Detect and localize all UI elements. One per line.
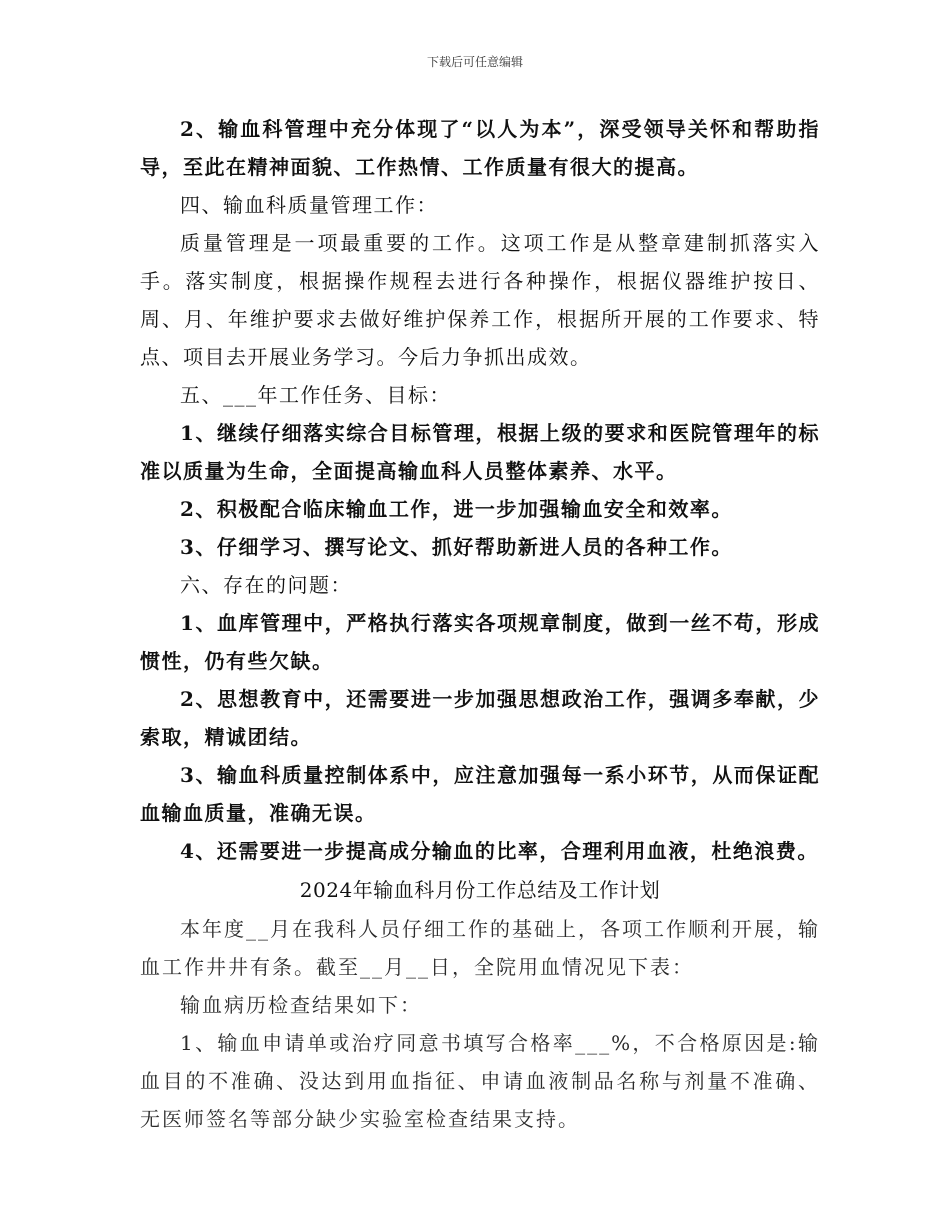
paragraph: 2、输血科管理中充分体现了“以人为本”，深受领导关怀和帮助指导，至此在精神面貌、工作热情、工作质量有很大的提高。: [140, 117, 820, 179]
paragraph: 输血病历检查结果如下：: [180, 993, 422, 1017]
paragraph: 质量管理是一项最重要的工作。这项工作是从整章建制抓落实入手。落实制度，根据操作规程去进行各种操作，根据仪器维护按日、周、月、年维护要求去做好维护保养工作，根据所开展的工作要求、特点、项目去开展业务学习。今后力争抓出成效。: [140, 231, 820, 369]
paragraph: 3、仔细学习、撰写论文、抓好帮助新进人员的各种工作。: [180, 535, 733, 559]
paragraph: 1、输血申请单或治疗同意书填写合格率___%，不合格原因是:输血目的不准确、没达到用血指征、申请血液制品名称与剂量不准确、无医师签名等部分缺少实验室检查结果支持。: [140, 1031, 820, 1131]
paragraph: 3、输血科质量控制体系中，应注意加强每一系小环节，从而保证配血输血质量，准确无误。: [140, 763, 820, 825]
paragraph: 4、还需要进一步提高成分输血的比率，合理利用血液，杜绝浪费。: [180, 839, 819, 863]
paragraph: 2、积极配合临床输血工作，进一步加强输血安全和效率。: [180, 497, 733, 521]
paragraph: 2、思想教育中，还需要进一步加强思想政治工作，强调多奉献，少索取，精诚团结。: [140, 687, 820, 749]
paragraph: 1、血库管理中，严格执行落实各项规章制度，做到一丝不苟，形成惯性，仍有些欠缺。: [140, 611, 820, 673]
paragraph: 1、继续仔细落实综合目标管理，根据上级的要求和医院管理年的标准以质量为生命，全面提高输血科人员整体素养、水平。: [140, 421, 820, 483]
section-heading: 五、___年工作任务、目标：: [180, 383, 451, 407]
section-heading: 四、输血科质量管理工作：: [180, 193, 438, 217]
paragraph: 本年度__月在我科人员仔细工作的基础上，各项工作顺利开展，输血工作井井有条。截至__月__日，全院用血情况见下表：: [140, 917, 820, 979]
section-heading: 六、存在的问题：: [180, 573, 352, 597]
page-header: 下载后可任意编辑: [426, 55, 523, 69]
section-title: 2024年输血科月份工作总结及工作计划: [299, 878, 661, 902]
document-body: [140, 110, 820, 1138]
